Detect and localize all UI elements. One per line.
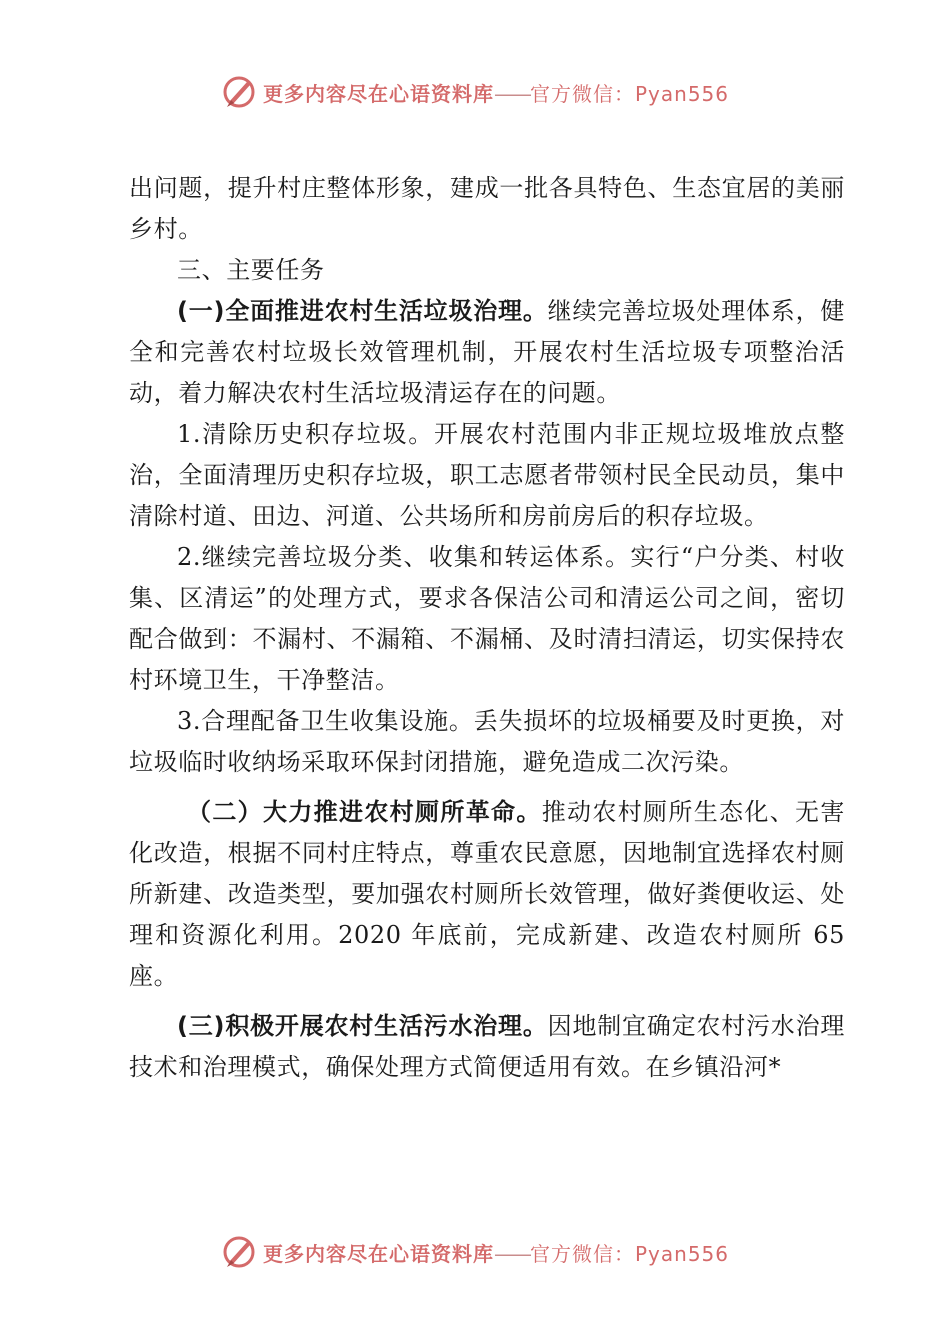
- footer-banner-text: 更多内容尽在心语资料库——官方微信：Pyan556: [262, 1241, 729, 1266]
- header-banner: [0, 70, 950, 114]
- footer-banner: [0, 1230, 950, 1274]
- item-1-paragraph: 1.清除历史积存垃圾。开展农村范围内非正规垃圾堆放点整治，全面清理历史积存垃圾，职工志愿者带领村民全民动员，集中清除村道、田边、河道、公共场所和房前房后的积存垃圾。: [129, 420, 845, 530]
- task-3-paragraph: (三)积极开展农村生活污水治理。因地制宜确定农村污水治理技术和治理模式，确保处理方式简便适用有效。在乡镇沿河*: [129, 1012, 845, 1081]
- paragraph-continued: 出问题，提升村庄整体形象，建成一批各具特色、生态宜居的美丽乡村。: [129, 174, 845, 243]
- task-1-paragraph: (一)全面推进农村生活垃圾治理。继续完善垃圾处理体系，健全和完善农村垃圾长效管理机制，开展农村生活垃圾专项整治活动，着力解决农村生活垃圾清运存在的问题。: [129, 297, 845, 407]
- header-banner-text: 更多内容尽在心语资料库——官方微信：Pyan556: [262, 81, 729, 106]
- item-3-paragraph: 3.合理配备卫生收集设施。丢失损坏的垃圾桶要及时更换，对垃圾临时收纳场采取环保封闭措施，避免造成二次污染。: [129, 707, 845, 776]
- quill-logo-icon: [221, 74, 257, 110]
- task-2-paragraph: （二）大力推进农村厕所革命。推动农村厕所生态化、无害化改造，根据不同村庄特点，尊重农民意愿，因地制宜选择农村厕所新建、改造类型，要加强农村厕所长效管理，做好粪便收运、处理和资源化利用。2020 年底前，完成新建、改造农村厕所 65 座。: [129, 798, 845, 990]
- task-3-heading: (三)积极开展农村生活污水治理。: [177, 1012, 548, 1040]
- task-2-heading: （二）大力推进农村厕所革命。: [187, 798, 542, 826]
- item-2-paragraph: 2.继续完善垃圾分类、收集和转运体系。实行“户分类、村收集、区清运”的处理方式，要求各保洁公司和清运公司之间，密切配合做到：不漏村、不漏箱、不漏桶、及时清扫清运，切实保持农村环境卫生，干净整洁。: [129, 543, 845, 694]
- document-body: [129, 168, 845, 1088]
- task-1-heading: (一)全面推进农村生活垃圾治理。: [177, 297, 548, 325]
- quill-logo-icon: [221, 1234, 257, 1270]
- section-heading: 三、主要任务: [177, 256, 325, 284]
